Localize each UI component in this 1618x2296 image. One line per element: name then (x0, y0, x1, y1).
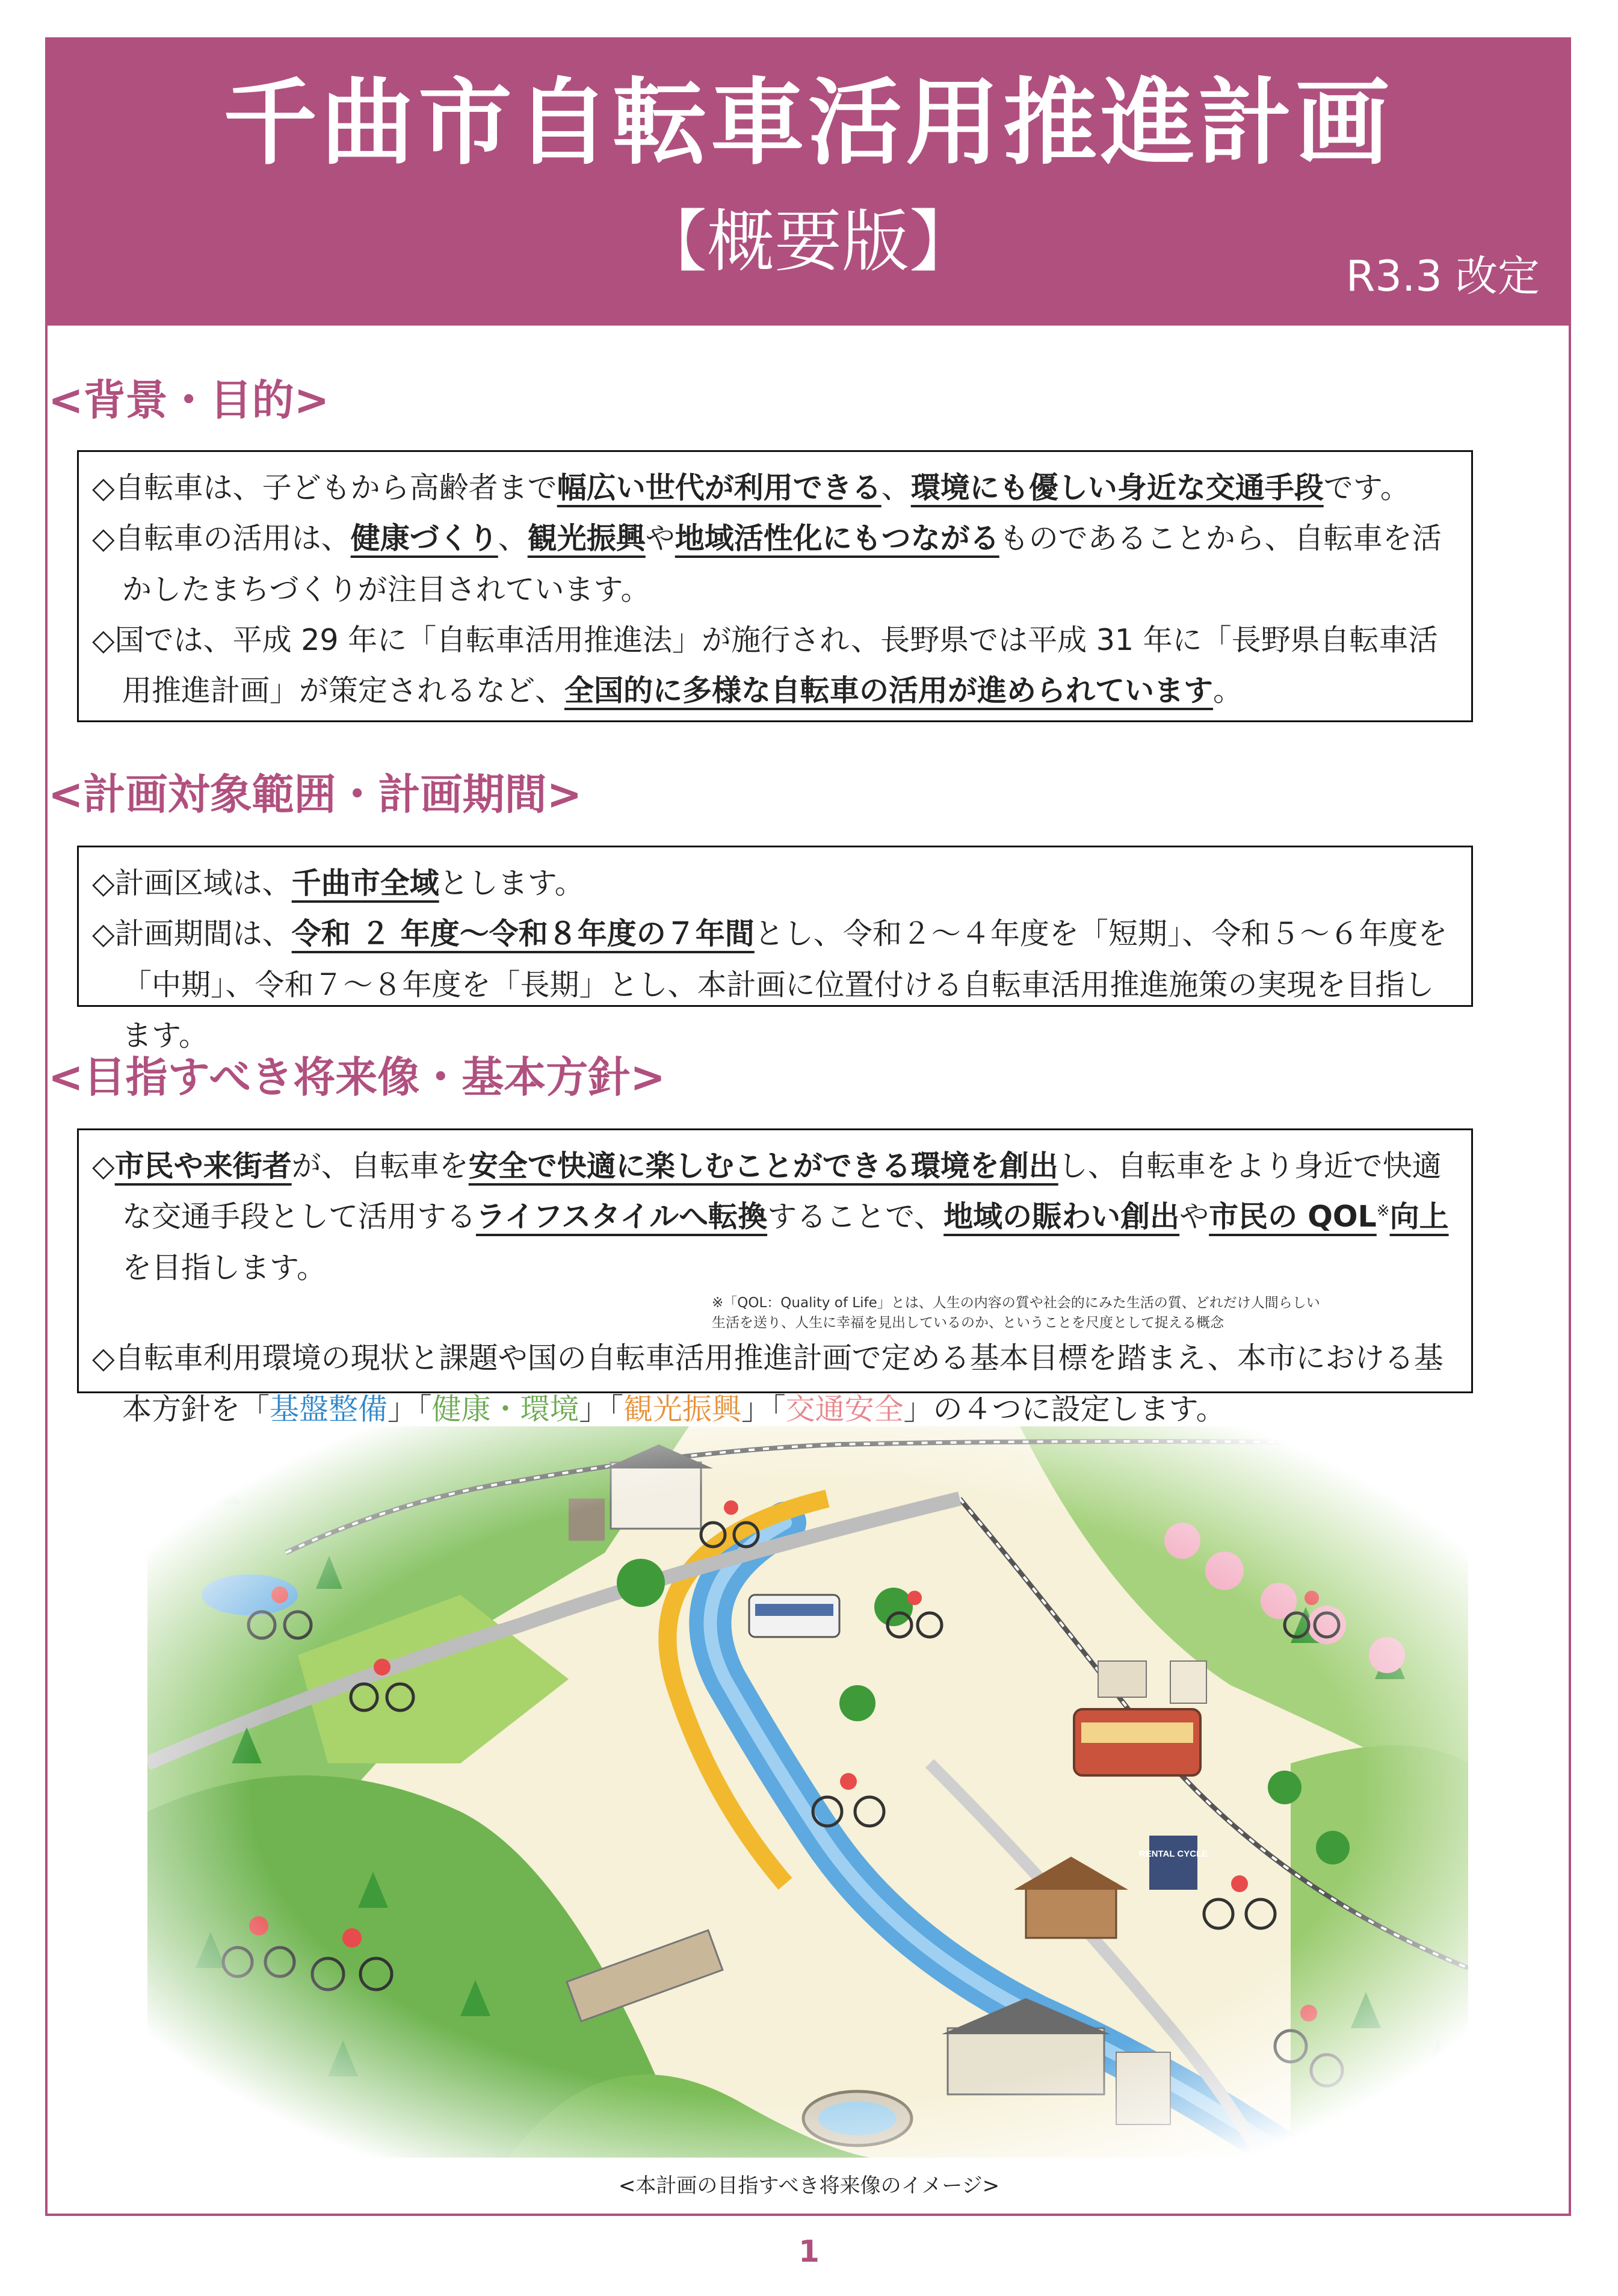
page-number: 1 (798, 2234, 820, 2269)
heading-vision: <目指すべき将来像・基本方針> (48, 1053, 665, 1102)
qol-footnote: ※「QOL：Quality of Life」とは、人生の内容の質や社会的にみた生活の質、どれだけ人間らしい 生活を送り、人生に幸福を見出しているのか、ということを尺度として捉える概念 (712, 1295, 1320, 1331)
vision-paragraph-1: ◇市民や来街者が、自転車を安全で快適に楽しむことができる環境を創出し、自転車をより身近で快適な交通手段として活用するライフスタイルへ転換することで、地域の賑わい創出や市民の QOL※向上を目指します。 (92, 1149, 1449, 1285)
edge-fade (147, 1426, 1468, 2158)
scope-paragraph-1: ◇計画区域は、千曲市全域とします。 (92, 866, 584, 900)
document-subtitle: 【概要版】 (640, 203, 977, 281)
illustration-caption: <本計画の目指すべき将来像のイメージ> (618, 2174, 1000, 2198)
document-title: 千曲市自転車活用推進計画 (223, 68, 1393, 178)
background-box (77, 450, 1473, 722)
scope-box (77, 846, 1473, 1053)
revision-label: R3.3 改定 (1345, 252, 1540, 301)
future-vision-illustration (147, 1426, 1468, 2158)
background-paragraph-1: ◇自転車は、子どもから高齢者まで幅広い世代が利用できる、環境にも優しい身近な交通手段です。 (92, 471, 1410, 505)
vision-paragraph-2: ◇自転車利用環境の現状と課題や国の自転車活用推進計画で定める基本目標を踏まえ、本市における基本方針を「基盤整備」「健康・環境」「観光振興」「交通安全」の４つに設定します。 (92, 1341, 1444, 1426)
heading-background: <背景・目的> (48, 376, 330, 425)
title-banner (48, 40, 1569, 326)
scope-paragraph-2: ◇計画期間は、令和 ２ 年度～令和８年度の７年間とし、令和２～４年度を「短期」、令和５～６年度を「中期」、令和７～８年度を「長期」とし、本計画に位置付ける自転車活用推進施策の実現を目指します。 (92, 917, 1448, 1053)
heading-scope: <計画対象範囲・計画期間> (48, 770, 582, 819)
vision-box (77, 1128, 1473, 1426)
background-paragraph-3: ◇国では、平成 29 年に「自転車活用推進法」が施行され、長野県では平成 31 年に「長野県自転車活用推進計画」が策定されるなど、全国的に多様な自転車の活用が進められています。 (92, 622, 1438, 708)
background-paragraph-2: ◇自転車の活用は、健康づくり、観光振興や地域活性化にもつながるものであることから、自転車を活かしたまちづくりが注目されています。 (92, 521, 1442, 607)
